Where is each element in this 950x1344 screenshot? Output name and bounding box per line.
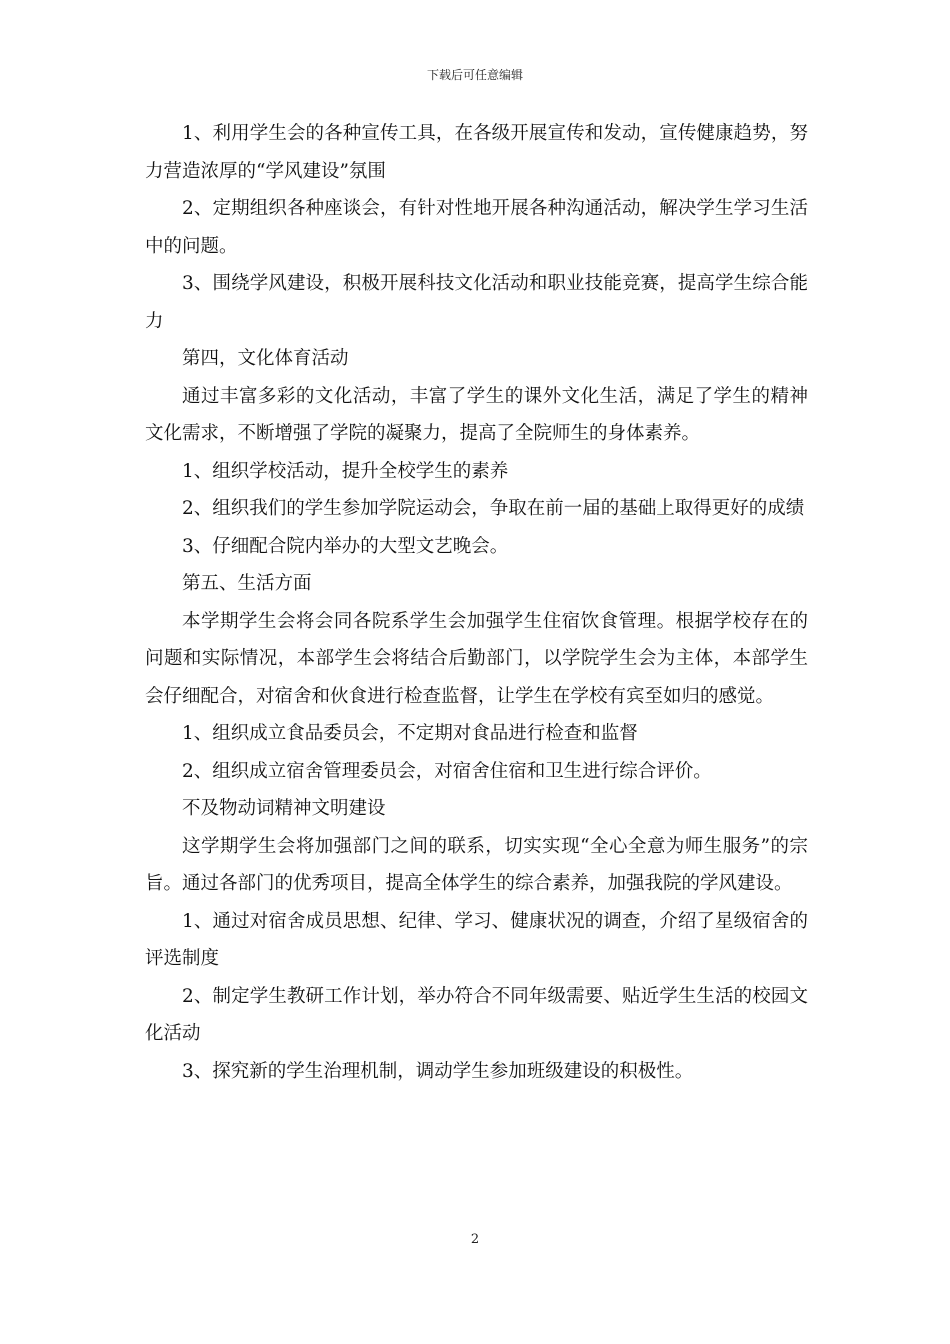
paragraph: 1、利用学生会的各种宣传工具，在各级开展宣传和发动，宣传健康趋势，努力营造浓厚的“学风建设”氛围 [145, 123, 808, 182]
page-header: 下载后可任意编辑 [426, 68, 523, 82]
document-body [145, 115, 808, 1090]
paragraph: 2、组织成立宿舍管理委员会，对宿舍住宿和卫生进行综合评价。 [182, 760, 712, 782]
paragraph: 1、通过对宿舍成员思想、纪律、学习、健康状况的调查，介绍了星级宿舍的评选制度 [145, 910, 808, 969]
paragraph: 3、仔细配合院内举办的大型文艺晚会。 [182, 535, 509, 557]
paragraph: 本学期学生会将会同各院系学生会加强学生住宿饮食管理。根据学校存在的问题和实际情况，本部学生会将结合后勤部门，以学院学生会为主体，本部学生会仔细配合，对宿舍和伙食进行检查监督，让学生在学校有宾至如归的感觉。 [145, 610, 808, 707]
paragraph: 2、制定学生教研工作计划，举办符合不同年级需要、贴近学生生活的校园文化活动 [145, 985, 808, 1044]
page-number: 2 [470, 1232, 480, 1247]
paragraph: 1、组织学校活动，提升全校学生的素养 [182, 460, 509, 482]
paragraph: 这学期学生会将加强部门之间的联系，切实实现“全心全意为师生服务”的宗旨。通过各部门的优秀项目，提高全体学生的综合素养，加强我院的学风建设。 [145, 835, 808, 894]
section-heading: 第五、生活方面 [182, 573, 312, 594]
paragraph: 2、组织我们的学生参加学院运动会，争取在前一届的基础上取得更好的成绩 [182, 498, 805, 519]
paragraph: 3、探究新的学生治理机制，调动学生参加班级建设的积极性。 [182, 1060, 694, 1082]
section-heading: 不及物动词精神文明建设 [182, 798, 386, 819]
paragraph: 通过丰富多彩的文化活动，丰富了学生的课外文化生活，满足了学生的精神文化需求，不断增强了学院的凝聚力，提高了全院师生的身体素养。 [145, 385, 808, 444]
paragraph: 3、围绕学风建设，积极开展科技文化活动和职业技能竞赛，提高学生综合能力 [145, 273, 808, 332]
section-heading: 第四，文化体育活动 [182, 348, 349, 369]
paragraph: 2、定期组织各种座谈会，有针对性地开展各种沟通活动，解决学生学习生活中的问题。 [145, 198, 808, 257]
paragraph: 1、组织成立食品委员会，不定期对食品进行检查和监督 [182, 723, 638, 744]
